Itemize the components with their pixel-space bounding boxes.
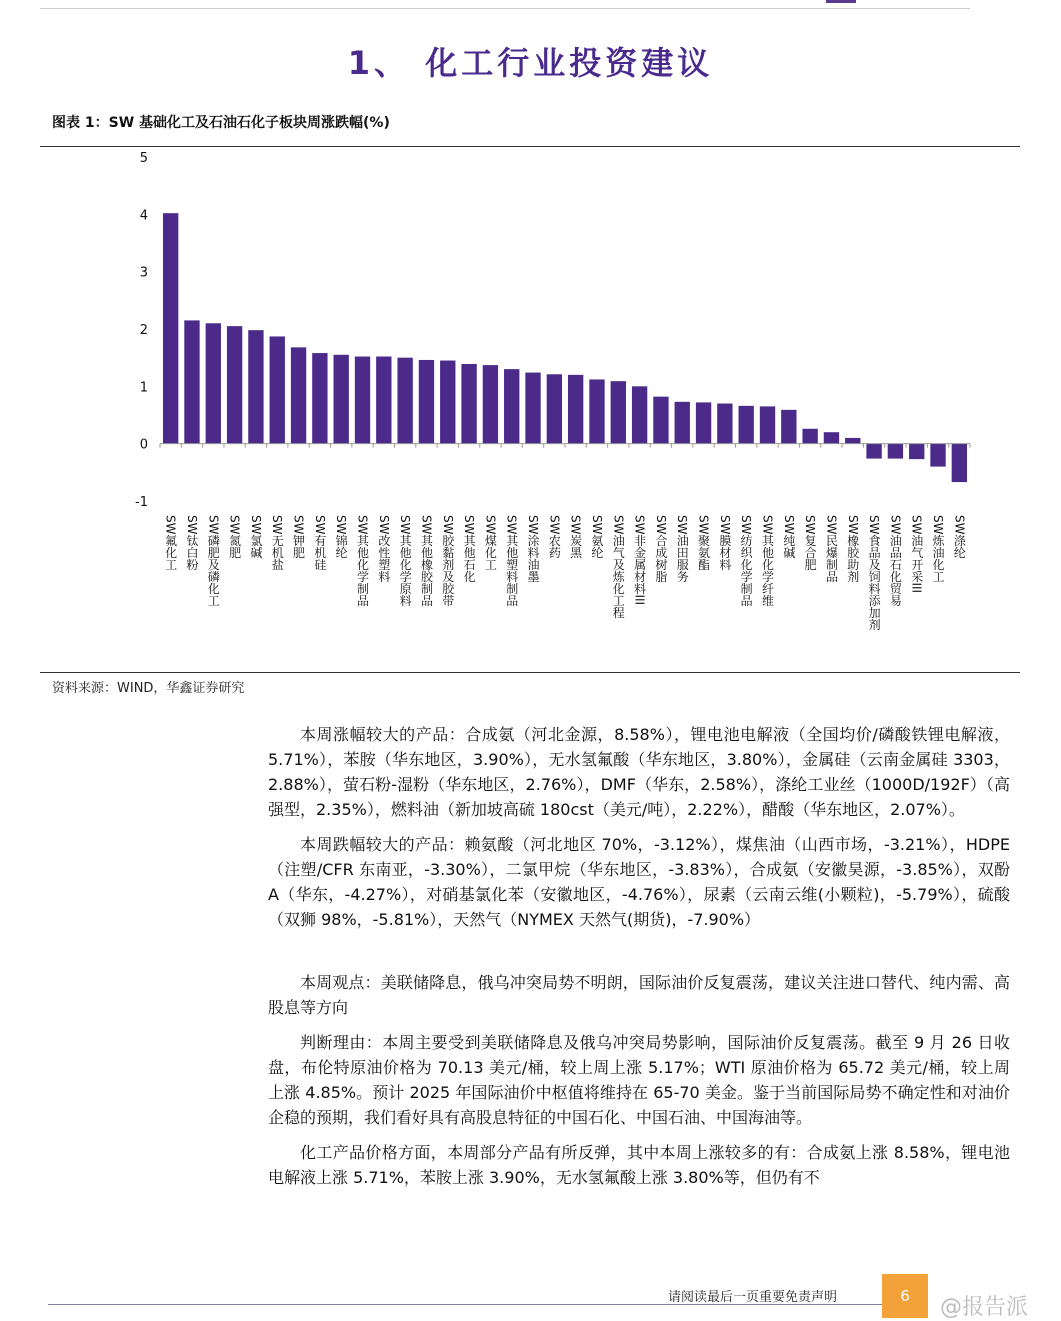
bar [930,444,945,467]
x-tick-label: SW其他石化 [462,515,477,583]
bar [866,444,881,459]
bar-chart-svg [40,147,1020,672]
footer-disclaimer-note: 请阅读最后一页重要免责声明 [668,1290,838,1305]
bar [888,444,903,459]
x-tick-label: SW油田服务 [675,515,690,583]
x-tick-label: SW油气及炼化工程 [611,515,626,619]
page-number-badge [882,1274,928,1318]
y-tick-label: 3 [139,265,148,281]
x-tick-label: SW钾肥 [291,515,306,559]
x-tick-label: SW氯碱 [248,515,263,559]
x-tick-label: SW煤化工 [483,515,498,571]
bar [483,365,498,444]
bar [568,375,583,444]
x-tick-label: SW无机盐 [270,515,285,571]
paragraph-weekly-view: 本周观点：美联储降息，俄乌冲突局势不明朗，国际油价反复震荡，建议关注进口替代、纯内需、高股息等方向 [268,973,1010,1017]
bar [845,438,860,444]
bar [739,406,754,444]
y-tick-label: 0 [139,437,148,453]
x-tick-label: SW胶黏剂及胶带 [440,515,455,607]
x-tick-label: SW有机硅 [312,515,327,571]
x-tick-label: SW合成树脂 [653,515,668,583]
header-brand-mark [826,0,856,3]
bar [781,410,796,444]
y-tick-label: 1 [139,380,148,396]
x-tick-label: SW橡胶助剂 [845,515,860,583]
x-tick-label: SW纯碱 [781,515,796,559]
bar-chart [40,147,1020,672]
y-tick-label: 4 [139,208,148,224]
bar [952,444,967,482]
x-tick-label: SW油气开采III [909,515,924,594]
x-tick-label: SW其他橡胶制品 [419,515,434,607]
y-tick-label: -1 [135,495,148,510]
x-tick-label: SW氟化工 [163,515,178,571]
x-tick-label: SW钛白粉 [184,515,199,571]
x-tick-label: SW其他化学原料 [398,515,413,607]
figure-bottom-rule [40,672,1020,673]
figure-caption: 图表 1：SW 基础化工及石油石化子板块周涨跌幅(%) [52,115,390,131]
x-tick-label: SW氨纶 [589,515,604,559]
bar [376,357,391,444]
bar [717,404,732,444]
x-tick-label: SW油品石化贸易 [888,515,903,607]
x-tick-label: SW炭黑 [568,515,583,559]
x-tick-label: SW农药 [547,515,562,559]
bar [419,360,434,444]
bar [547,374,562,443]
bar [589,379,604,443]
bar [525,373,540,444]
watermark: @报告派 [940,1295,1029,1320]
x-tick-label: SW聚氨酯 [696,515,711,571]
bar [206,323,221,443]
paragraph-losers: 本周跌幅较大的产品：赖氨酸（河北地区 70%，-3.12%），煤焦油（山西市场，-3.21%），HDPE（注塑/CFR 东南亚，-3.30%），二氯甲烷（华东地区，-3.83%），合成氨（安徽昊源，-3.85%），双酚 A（华东，-4.27%），对硝基氯化苯（安徽地区，-4.76%），尿素（云南云维(小颗粒)，-5.79%），硫酸（双狮 98%，-5.81%），天然气（NYMEX 天然气(期货)，-7.90%） [268,835,1010,929]
bar [312,353,327,444]
bar [270,336,285,443]
y-tick-label: 2 [139,323,148,338]
body-text [268,722,1010,1190]
y-tick-label: 5 [139,151,148,166]
x-tick-label: SW涂料油墨 [526,515,541,583]
section-title: 1、 化工行业投资建议 [347,44,714,82]
bar [611,381,626,443]
x-tick-label: SW非金属材料III [632,515,647,606]
paragraph-prices: 化工产品价格方面，本周部分产品有所反弹，其中本周上涨较多的有：合成氨上涨 8.58%，锂电池电解液上涨 5.71%，苯胺上涨 3.90%，无水氢氟酸上涨 3.80%等，但仍有不 [268,1143,1010,1187]
bar [397,358,412,444]
bar [355,357,370,444]
page-number: 6 [900,1287,910,1305]
bar [696,402,711,443]
bar [440,361,455,444]
x-tick-label: SW磷肥及磷化工 [206,515,221,607]
bar [802,429,817,444]
bar [504,369,519,444]
x-tick-label: SW涤纶 [952,515,967,559]
bar [291,347,306,443]
bar [824,432,839,443]
x-tick-label: SW改性塑料 [376,515,391,583]
bar [461,364,476,444]
x-tick-label: SW锦纶 [334,515,349,559]
bar [653,397,668,444]
x-tick-label: SW复合肥 [803,515,818,571]
x-tick-label: SW氮肥 [227,515,242,559]
bar [227,326,242,444]
figure-source: 资料来源：WIND，华鑫证券研究 [52,681,245,696]
bar [248,330,263,444]
paragraph-rationale: 判断理由：本周主要受到美联储降息及俄乌冲突局势影响，国际油价反复震荡。截至 9 月 26 日收盘，布伦特原油价格为 70.13 美元/桶，较上周上涨 5.17%；WTI 原油价格为 65.72 美元/桶，较上周上涨 4.85%。预计 2025 年国际油价中枢值将维持在 65-70 美金。鉴于当前国际局势不确定性和对油价企稳的预期，我们看好具有高股息特征的中国石化、中国石油、中国海油等。 [268,1033,1010,1127]
bar [334,355,349,444]
x-tick-label: SW纺织化学制品 [739,515,754,607]
x-tick-label: SW膜材料 [717,515,732,571]
x-tick-label: SW炼油化工 [931,515,946,583]
bar [675,402,690,444]
bar [760,406,775,443]
bar [632,386,647,443]
bar [184,320,199,443]
x-tick-label: SW其他化学制品 [355,515,370,607]
x-tick-label: SW其他化学纤维 [760,515,775,607]
x-tick-label: SW其他塑料制品 [504,515,519,607]
header-rule [40,8,970,9]
paragraph-gainers: 本周涨幅较大的产品：合成氨（河北金源，8.58%），锂电池电解液（全国均价/磷酸铁锂电解液，5.71%），苯胺（华东地区，3.90%），无水氢氟酸（华东地区，3.80%），金属硅（云南金属硅 3303，2.88%），萤石粉-湿粉（华东地区，2.76%），DMF（华东，2.58%），涤纶工业丝（1000D/192F）（高强型，2.35%），燃料油（新加坡高硫 180cst（美元/吨），2.22%），醋酸（华东地区，2.07%）。 [268,725,1010,819]
x-tick-label: SW食品及饲料添加剂 [867,515,882,631]
x-tick-label: SW民爆制品 [824,515,839,583]
bar [163,213,178,443]
bar [909,444,924,459]
